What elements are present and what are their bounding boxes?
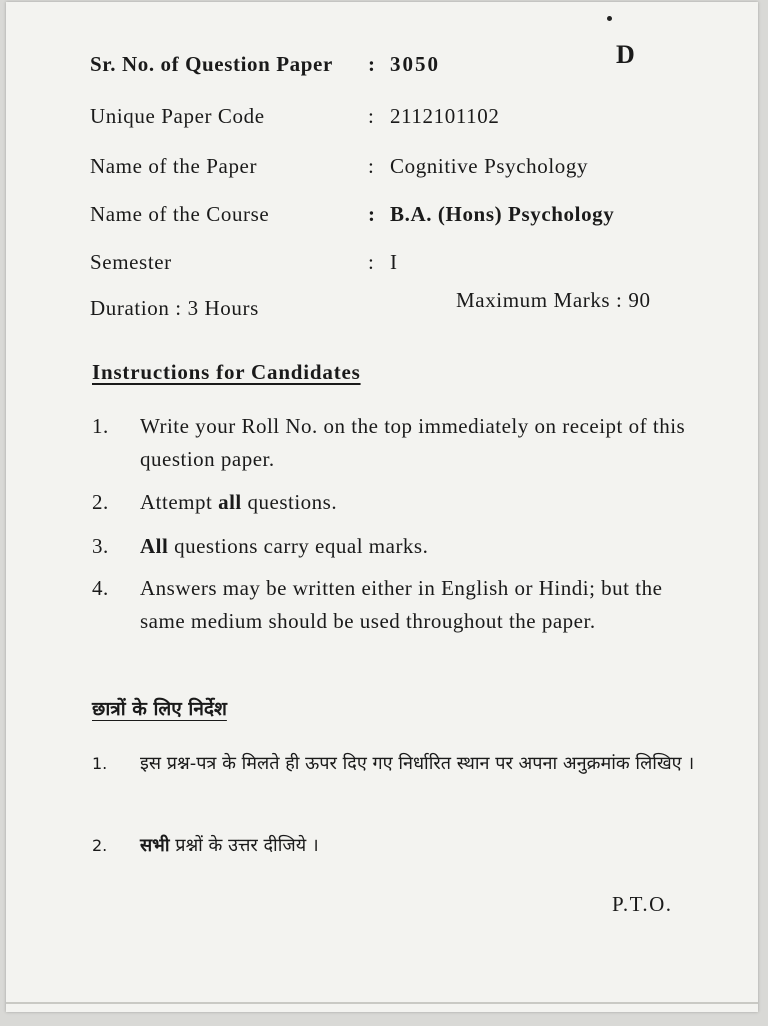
instruction-number: 2. (92, 490, 109, 514)
hindi-instruction-item (92, 826, 712, 866)
instructions-title: Instructions for Candidates (92, 360, 361, 384)
course-colon: : (368, 202, 376, 226)
set-letter: D (616, 40, 635, 69)
hindi-instruction-text: सभी प्रश्नों के उत्तर दीजिये । (140, 835, 319, 856)
paper-value: Cognitive Psychology (390, 154, 589, 178)
instruction-text: All questions carry equal marks. (140, 534, 429, 558)
hindi-instruction-item (92, 744, 712, 828)
maximum-marks: Maximum Marks : 90 (456, 288, 651, 312)
hindi-instruction-number: 2. (92, 836, 108, 855)
upc-value: 2112101102 (390, 104, 500, 128)
course-value: B.A. (Hons) Psychology (390, 202, 615, 226)
instruction-number: 4. (92, 576, 109, 600)
hindi-instructions-title: छात्रों के लिए निर्देश (92, 698, 227, 720)
ink-dot (607, 16, 612, 21)
question-paper-sheet (6, 2, 758, 1012)
pto-label: P.T.O. (612, 892, 673, 916)
instruction-text: Answers may be written either in English or Hindi; but the same medium should be used throughout the paper. (140, 576, 663, 633)
semester-colon: : (368, 250, 375, 274)
instruction-item (92, 486, 712, 522)
instruction-item (92, 530, 712, 566)
semester-label: Semester (90, 250, 172, 274)
semester-value: I (390, 250, 398, 274)
instruction-item (92, 410, 712, 480)
hindi-instruction-number: 1. (92, 754, 108, 773)
course-label: Name of the Course (90, 202, 270, 226)
instruction-text: Write your Roll No. on the top immediately on receipt of this question paper. (140, 414, 686, 471)
duration: Duration : 3 Hours (90, 296, 259, 320)
paper-label: Name of the Paper (90, 154, 258, 178)
instruction-item (92, 572, 712, 672)
instruction-number: 3. (92, 534, 109, 558)
hindi-instruction-text: इस प्रश्न-पत्र के मिलते ही ऊपर दिए गए निर्धारित स्थान पर अपना अनुक्रमांक लिखिए । (140, 753, 695, 774)
paper-colon: : (368, 154, 375, 178)
upc-colon: : (368, 104, 375, 128)
instruction-number: 1. (92, 414, 109, 438)
sr-no-value: 3050 (390, 52, 440, 76)
upc-label: Unique Paper Code (90, 104, 265, 128)
sr-no-label: Sr. No. of Question Paper (90, 52, 333, 76)
page-edge-divider (6, 1002, 758, 1004)
sr-no-colon: : (368, 52, 376, 76)
instruction-text: Attempt all questions. (140, 490, 338, 514)
